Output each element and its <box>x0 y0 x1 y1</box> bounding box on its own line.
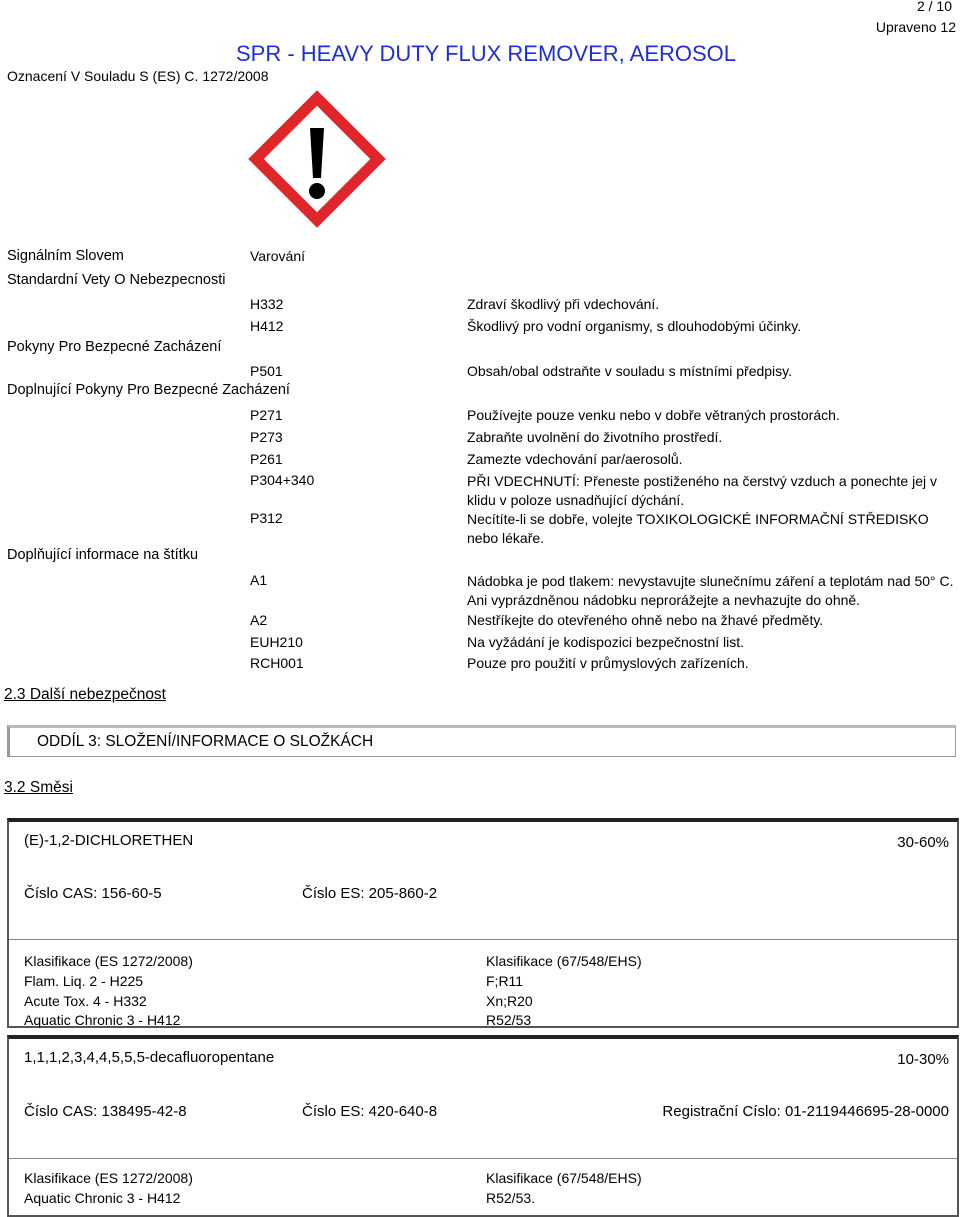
hazard-statements-label: Standardní Vety O Nebezpecnosti <box>7 272 226 288</box>
exclamation-mark-hazard-icon <box>248 90 386 228</box>
info-text: Nestříkejte do otevřeného ohně nebo na žhavé předměty. <box>467 612 824 628</box>
dsd-classification: Xn;R20 <box>486 993 533 1009</box>
cas-number: Číslo CAS: 138495-42-8 <box>24 1103 187 1120</box>
revision-number: Upraveno 12 <box>875 19 956 35</box>
clp-classification: Acute Tox. 4 - H332 <box>24 993 147 1009</box>
section3-header <box>7 725 956 757</box>
hazard-text: Zdraví škodlivý při vdechování. <box>467 296 660 312</box>
divider <box>9 939 957 940</box>
divider <box>9 1158 957 1159</box>
cas-number: Číslo CAS: 156-60-5 <box>24 885 162 902</box>
dsd-classification: R52/53. <box>486 1190 536 1206</box>
precaution-code: P304+340 <box>250 472 315 488</box>
info-code: A1 <box>250 572 268 588</box>
hazard-code: H332 <box>250 296 284 312</box>
page-number: 2 / 10 <box>916 0 952 14</box>
component-percent: 30-60% <box>897 834 949 851</box>
dsd-classification: F;R11 <box>486 973 524 989</box>
precaution-code: P501 <box>250 363 283 379</box>
info-text: Pouze pro použití v průmyslových zařízeních. <box>467 655 749 671</box>
dsd-classification: R52/53 <box>486 1012 532 1028</box>
regulation-label: Oznacení V Souladu S (ES) C. 1272/2008 <box>7 68 269 84</box>
precaution-code: P273 <box>250 429 283 445</box>
component-box <box>7 1035 959 1217</box>
reach-registration-number: Registrační Císlo: 01-2119446695-28-0000 <box>662 1103 949 1120</box>
component-name: (E)-1,2-DICHLORETHEN <box>24 832 194 849</box>
clp-classification: Aquatic Chronic 3 - H412 <box>24 1190 181 1206</box>
clp-header: Klasifikace (ES 1272/2008) <box>24 1170 193 1186</box>
precaution-code: P261 <box>250 451 283 467</box>
clp-header: Klasifikace (ES 1272/2008) <box>24 953 193 969</box>
es-number: Číslo ES: 420-640-8 <box>302 1103 438 1120</box>
precaution-text: Necítíte-li se dobře, volejte TOXIKOLOGICKÉ INFORMAČNÍ STŘEDISKO nebo lékaře. <box>467 511 929 546</box>
precaution-text: Zabraňte uvolnění do životního prostředí. <box>467 429 723 445</box>
supplementary-precautionary-label: Doplnující Pokyny Pro Bezpecné Zacházení <box>7 382 290 398</box>
section3-title: ODDÍL 3: SLOŽENÍ/INFORMACE O SLOŽKÁCH <box>37 733 374 750</box>
info-code: A2 <box>250 612 268 628</box>
hazard-code: H412 <box>250 318 284 334</box>
signal-word-label: Signálním Slovem <box>7 248 124 264</box>
precaution-text: Používejte pouze venku nebo v dobře větraných prostorách. <box>467 407 840 423</box>
product-title: SPR - HEAVY DUTY FLUX REMOVER, AEROSOL <box>236 41 737 66</box>
es-number: Číslo ES: 205-860-2 <box>302 885 438 902</box>
info-code: EUH210 <box>250 634 303 650</box>
clp-classification: Aquatic Chronic 3 - H412 <box>24 1012 181 1028</box>
precaution-code: P271 <box>250 407 283 423</box>
signal-word-value: Varování <box>250 248 305 264</box>
dsd-header: Klasifikace (67/548/EHS) <box>486 1170 642 1186</box>
component-percent: 10-30% <box>897 1051 949 1068</box>
dsd-header: Klasifikace (67/548/EHS) <box>486 953 642 969</box>
other-hazards-heading: 2.3 Další nebezpečnost <box>4 686 166 703</box>
component-name: 1,1,1,2,3,4,4,5,5,5-decafluoropentane <box>24 1049 275 1066</box>
precaution-code: P312 <box>250 510 283 526</box>
info-text: Na vyžádání je kodispozici bezpečnostní list. <box>467 634 745 650</box>
mixtures-heading: 3.2 Směsi <box>4 779 73 796</box>
precaution-text: Obsah/obal odstraňte v souladu s místními předpisy. <box>467 363 793 379</box>
info-text: Nádobka je pod tlakem: nevystavujte slunečnímu záření a teplotám nad 50° C. Ani vyprázdněnou nádobku neprorážejte a nevhazujte do ohně. <box>467 573 954 608</box>
precaution-text: PŘI VDECHNUTÍ: Přeneste postiženého na čerstvý vzduch a ponechte jej v klidu v poloze usnadňující dýchání. <box>467 473 937 508</box>
supplementary-info-label: Doplňující informace na štítku <box>7 547 199 563</box>
precautionary-label: Pokyny Pro Bezpecné Zacházení <box>7 339 222 355</box>
hazard-text: Škodlivý pro vodní organismy, s dlouhodobými účinky. <box>467 318 802 334</box>
info-code: RCH001 <box>250 655 304 671</box>
component-box <box>7 818 959 1028</box>
precaution-text: Zamezte vdechování par/aerosolů. <box>467 451 683 467</box>
clp-classification: Flam. Liq. 2 - H225 <box>24 973 144 989</box>
